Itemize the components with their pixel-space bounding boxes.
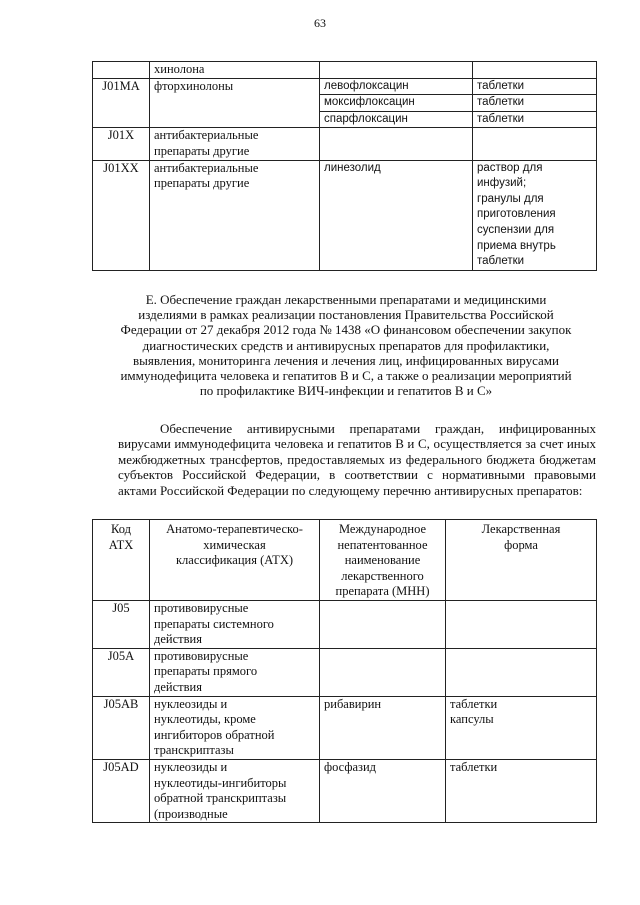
group-line: действия — [154, 632, 202, 647]
group-line: антибактериальные — [154, 128, 259, 143]
inn-cell — [320, 648, 446, 696]
form-cell — [446, 600, 597, 648]
group-line: ингибиторов обратной — [154, 727, 275, 742]
atc-group — [150, 600, 320, 648]
form-cell — [473, 128, 597, 160]
atc-code: J05 — [93, 600, 150, 648]
drug-table-continued — [92, 61, 597, 271]
table-row — [93, 78, 597, 95]
inn-cell — [320, 62, 473, 79]
body-paragraph — [118, 421, 596, 498]
paragraph-text: Обеспечение антивирусными препаратами граждан, инфицированных вирусами иммунодефицита человека и гепатитов В и С, осуществляется за счет иных межбюджетных трансфертов, предоставляемых из федерального бюджета бюджетам субъектов Российской Федерации, в соответствии с нормативными правовыми актами Российской Федерации по следующему перечню антивирусных препаратов: — [118, 421, 596, 498]
atc-code: J05AB — [93, 696, 150, 759]
header-line: форма — [504, 537, 538, 552]
form-line: суспензии для — [477, 223, 555, 236]
header-line: Лекарственная — [481, 522, 561, 536]
group-line: нуклеотиды, кроме — [154, 712, 256, 727]
header-line: препарата (МНН) — [335, 584, 430, 599]
form-line: инфузий; — [477, 177, 527, 190]
form-cell — [473, 160, 597, 270]
form-cell — [446, 696, 597, 759]
form-cell: таблетки — [446, 759, 597, 822]
header-line: непатентованное — [337, 537, 428, 552]
inn-cell: левофлоксацин — [320, 78, 473, 95]
group-line: транскриптазы — [154, 743, 234, 758]
form-cell: таблетки — [473, 95, 597, 112]
header-line: Анатомо-терапевтическо- — [166, 522, 303, 536]
group-line: нуклеозиды и — [154, 696, 228, 711]
heading-line: по профилактике ВИЧ-инфекции и гепатитов В и С» — [199, 383, 493, 399]
form-line: таблетки — [477, 255, 525, 268]
page-number: 63 — [314, 16, 326, 30]
atc-group — [150, 759, 320, 822]
form-cell: таблетки — [473, 78, 597, 95]
header-classification — [150, 520, 320, 601]
inn-cell — [320, 600, 446, 648]
heading-line: Е. Обеспечение граждан лекарственными препаратами и медицинскими — [145, 292, 547, 307]
header-line: Код — [111, 522, 131, 536]
group-line: обратной транскриптазы — [154, 791, 287, 806]
inn-cell: моксифлоксацин — [320, 95, 473, 112]
group-line: (производные — [154, 806, 228, 821]
header-code — [93, 520, 150, 601]
group-line: препараты прямого — [154, 664, 258, 679]
form-line: раствор для — [477, 161, 543, 174]
group-line: препараты другие — [154, 176, 250, 191]
section-heading — [96, 292, 596, 398]
group-line: препараты другие — [154, 143, 250, 158]
group-line: противовирусные — [154, 648, 249, 663]
table-row — [93, 62, 597, 79]
group-line: действия — [154, 679, 202, 694]
atc-code: J01X — [93, 128, 150, 160]
header-line: химическая — [203, 537, 266, 552]
header-form — [446, 520, 597, 601]
table-row — [93, 128, 597, 160]
group-line: нуклеозиды и — [154, 759, 228, 774]
atc-code: J01MA — [93, 78, 150, 128]
form-cell — [473, 62, 597, 79]
form-cell: таблетки — [473, 111, 597, 128]
inn-cell: фосфазид — [320, 759, 446, 822]
form-line: приема внутрь — [477, 239, 556, 252]
header-line: классификация (АТХ) — [175, 553, 294, 568]
table-row — [93, 696, 597, 759]
group-line: препараты системного — [154, 616, 274, 631]
atc-code: J01XX — [93, 160, 150, 270]
inn-cell: рибавирин — [320, 696, 446, 759]
heading-line: изделиями в рамках реализации постановления Правительства Российской — [138, 307, 554, 323]
form-line: таблетки — [450, 696, 498, 711]
atc-code: J05AD — [93, 759, 150, 822]
table-row — [93, 648, 597, 696]
atc-group — [150, 78, 320, 128]
table-header-row — [93, 520, 597, 601]
header-line: наименование — [344, 553, 421, 568]
atc-code: J05A — [93, 648, 150, 696]
table-row — [93, 759, 597, 822]
atc-group — [150, 62, 320, 79]
form-cell — [446, 648, 597, 696]
group-line: нуклеотиды-ингибиторы — [154, 775, 287, 790]
form-line: гранулы для — [477, 192, 544, 205]
table-row — [93, 600, 597, 648]
heading-line: иммунодефицита человека и гепатитов В и С, а также о реализации мероприятий — [120, 368, 572, 384]
atc-group — [150, 648, 320, 696]
form-line: приготовления — [477, 208, 556, 221]
group-line: противовирусные — [154, 600, 249, 615]
header-line: АТХ — [108, 537, 134, 552]
group-line: фторхинолоны — [154, 78, 234, 93]
atc-code — [93, 62, 150, 79]
form-line: капсулы — [450, 712, 494, 727]
heading-line: Федерации от 27 декабря 2012 года № 1438 «О финансовом обеспечении закупок — [120, 322, 572, 338]
inn-cell — [320, 128, 473, 160]
atc-group — [150, 696, 320, 759]
atc-group — [150, 128, 320, 160]
header-inn — [320, 520, 446, 601]
heading-line: выявления, мониторинга лечения и лечения лиц, инфицированных вирусами — [133, 352, 559, 368]
table-row — [93, 160, 597, 270]
header-line: лекарственного — [341, 568, 424, 583]
inn-cell: линезолид — [320, 160, 473, 270]
group-line: антибактериальные — [154, 160, 259, 175]
inn-cell: спарфлоксацин — [320, 111, 473, 128]
group-line: хинолона — [154, 62, 205, 76]
antiviral-drug-table — [92, 519, 597, 823]
heading-line: диагностических средств и антивирусных препаратов для профилактики, — [142, 337, 550, 353]
header-line: Международное — [338, 522, 427, 536]
atc-group — [150, 160, 320, 270]
